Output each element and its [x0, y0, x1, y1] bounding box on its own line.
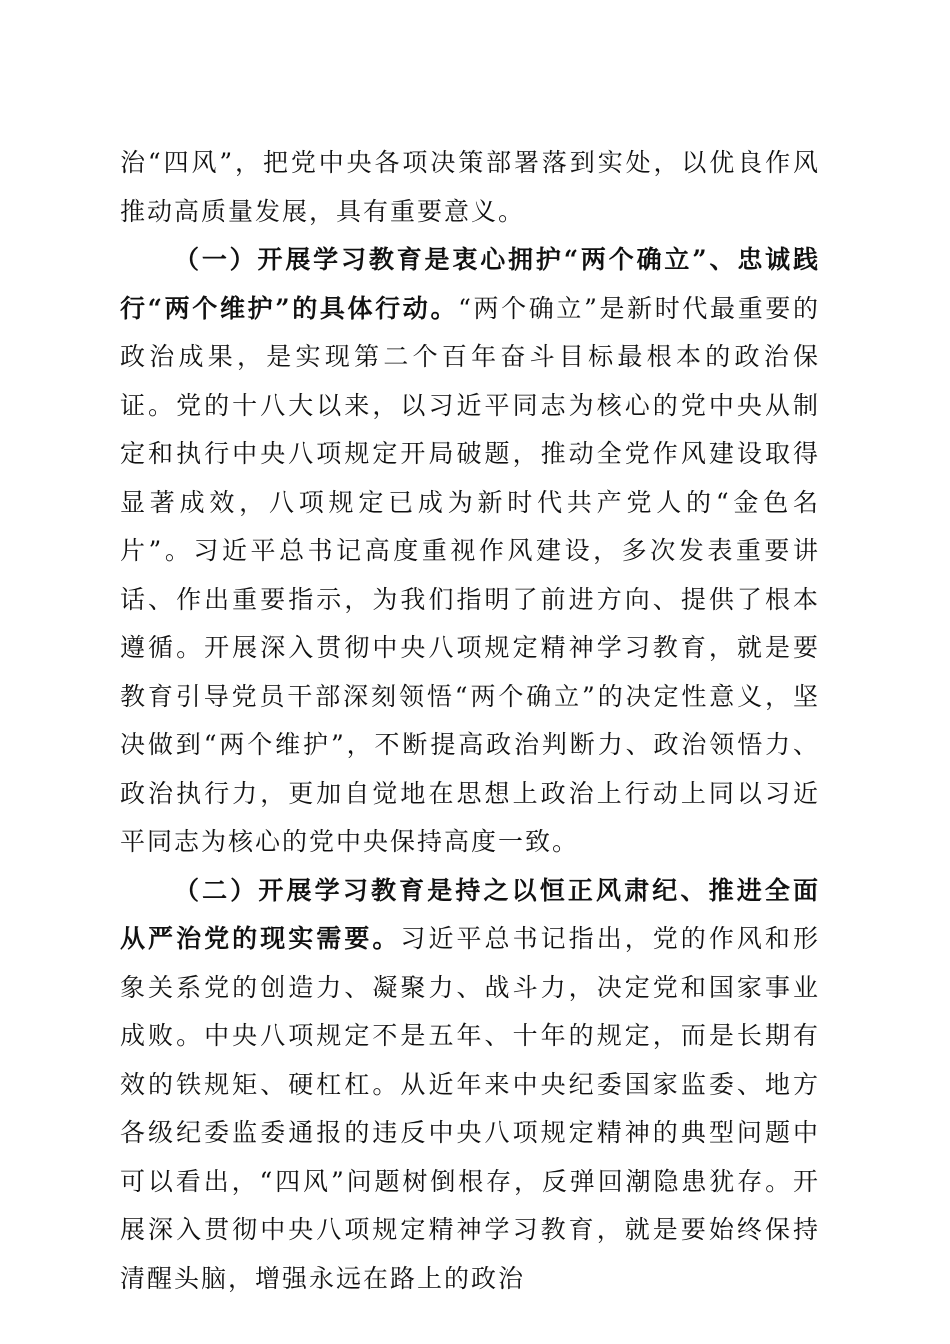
- paragraph-section-1: [120, 236, 820, 867]
- paragraph-section-2: [120, 867, 820, 1304]
- paragraph-continuation: [120, 139, 820, 236]
- paragraph-lead: （一）开展学习教育是衷心拥护“两个确立”、忠诚践行“两个维护”的具体行动。: [120, 245, 820, 323]
- paragraph-text: 习近平总书记指出，党的作风和形象关系党的创造力、凝聚力、战斗力，决定党和国家事业成败。中央八项规定不是五年、十年的规定，而是长期有效的铁规矩、硬杠杠。从近年来中央纪委国家监委、地方各级纪委监委通报的违反中央八项规定精神的典型问题中可以看出，“四风”问题树倒根存，反弹回潮隐患犹存。开展深入贯彻中央八项规定精神学习教育，就是要始终保持清醒头脑，增强永远在路上的政治: [120, 924, 820, 1293]
- paragraph-text: “两个确立”是新时代最重要的政治成果，是实现第二个百年奋斗目标最根本的政治保证。党的十八大以来，以习近平同志为核心的党中央从制定和执行中央八项规定开局破题，推动全党作风建设取得显著成效，八项规定已成为新时代共产党人的“金色名片”。习近平总书记高度重视作风建设，多次发表重要讲话、作出重要指示，为我们指明了前进方向、提供了根本遵循。开展深入贯彻中央八项规定精神学习教育，就是要教育引导党员干部深刻领悟“两个确立”的决定性意义，坚决做到“两个维护”，不断提高政治判断力、政治领悟力、政治执行力，更加自觉地在思想上政治上行动上同以习近平同志为核心的党中央保持高度一致。: [120, 293, 820, 856]
- paragraph-lead: （二）开展学习教育是持之以恒正风肃纪、推进全面从严治党的现实需要。: [120, 875, 820, 953]
- paragraph-text: 治“四风”，把党中央各项决策部署落到实处，以优良作风推动高质量发展，具有重要意义。: [120, 148, 820, 226]
- document-page: [120, 139, 820, 1303]
